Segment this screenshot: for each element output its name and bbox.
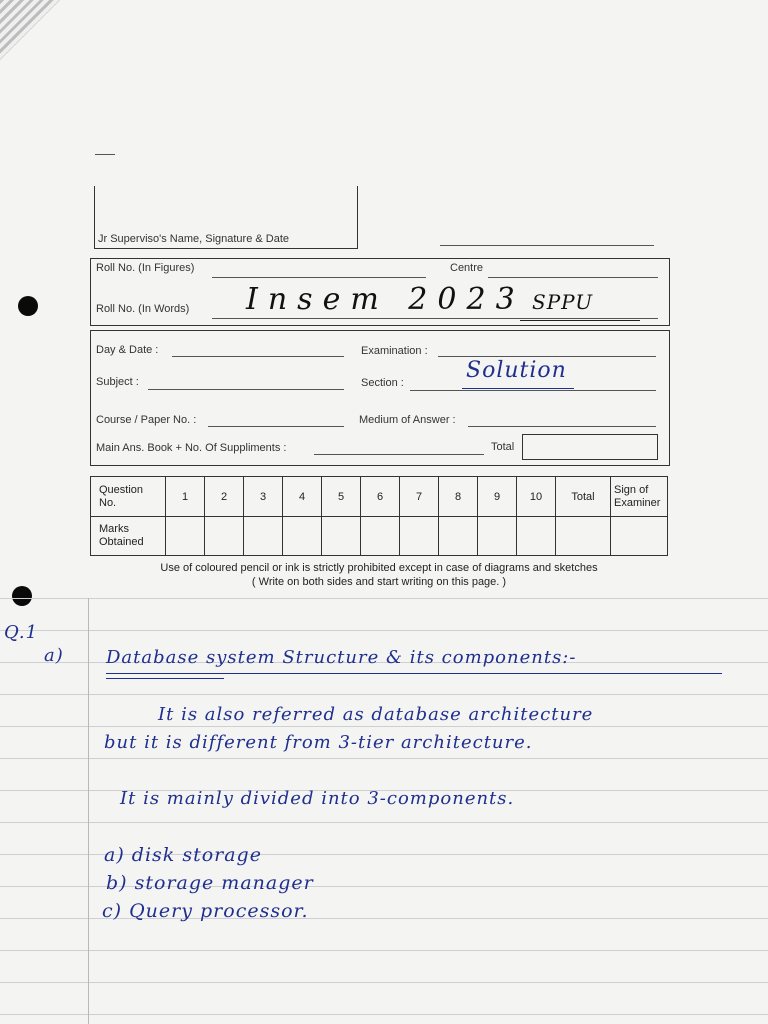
instruction-line-1: Use of coloured pencil or ink is strictly prohibited except in case of diagrams and sketches [160,562,598,574]
medium-label: Medium of Answer : [359,414,456,426]
day-date-label: Day & Date : [96,344,159,356]
col-header: 10 [517,477,556,517]
marks-cell [439,517,478,556]
marks-cell [205,517,244,556]
answer-line-3: It is mainly divided into 3-components. [120,788,515,809]
ruled-line [0,1014,768,1015]
table-row [91,517,668,556]
col-header: 9 [478,477,517,517]
subject-label: Subject : [96,376,139,388]
question-no-header [91,477,166,517]
question-number: Q.1 [4,622,39,643]
ruled-line [0,950,768,951]
roll-words-line [212,318,658,319]
total-box [522,434,658,460]
marks-cell [244,517,283,556]
marks-cell [611,517,668,556]
instruction-line-2: ( Write on both sides and start writing on this page. ) [251,576,507,588]
sign-label: Sign of [614,483,649,496]
course-label: Course / Paper No. : [96,414,197,426]
course-line [208,426,344,427]
roll-figures-label: Roll No. (In Figures) [96,262,195,274]
col-header: 6 [361,477,400,517]
list-item: c) Query processor. [102,900,309,922]
medium-line [468,426,656,427]
answer-line-1: It is also referred as database architecture [158,704,594,725]
marks-cell [517,517,556,556]
col-header: 3 [244,477,283,517]
section-underline [462,388,574,389]
ruled-line [0,758,768,759]
marks-table [90,476,668,556]
col-header: 7 [400,477,439,517]
ruled-line [0,630,768,631]
heading-double-underline [106,678,224,679]
question-part: a) [44,645,64,666]
list-item: a) disk storage [104,844,262,866]
total-header: Total [556,477,611,517]
examination-label: Examination : [361,345,428,357]
answer-heading: Database system Structure & its components:- [106,647,577,668]
roll-figures-line [212,277,426,278]
university-underline [520,320,640,321]
subject-line [148,389,344,390]
main-book-line [314,454,484,455]
question-no-label: No. [99,496,117,509]
question-label: Question [99,483,144,496]
day-date-line [172,356,344,357]
centre-label: Centre [450,262,484,274]
ruled-line [0,726,768,727]
section-label: Section : [361,377,404,389]
marks-cell [556,517,611,556]
section-value: Solution [466,358,567,383]
answer-line-2: but it is different from 3-tier architecture. [104,732,533,753]
roll-words-value: Insem 2023 [246,282,525,317]
table-row [91,477,668,517]
total-label: Total [491,441,515,453]
heading-underline [106,673,722,674]
marks-cell [166,517,205,556]
ruled-line [0,598,768,599]
ruled-line [0,694,768,695]
marks-cell [322,517,361,556]
obtained-label: Obtained [99,536,144,548]
marks-label: Marks [99,523,129,535]
punch-hole [12,586,32,606]
supervisor-label: Jr Superviso's Name, Signature & Date [98,233,290,245]
marks-cell [400,517,439,556]
sign-header [611,477,668,517]
col-header: 2 [205,477,244,517]
supervisor-signature-line [440,245,654,246]
ruled-line [0,822,768,823]
col-header: 8 [439,477,478,517]
col-header: 1 [166,477,205,517]
examiner-label: Examiner [614,496,661,509]
section-line [410,390,656,391]
university-value: SPPU [532,290,594,314]
marks-cell [283,517,322,556]
margin-line [88,598,89,1024]
stray-mark [95,154,115,155]
torn-corner [0,0,60,60]
centre-line [488,277,658,278]
col-header: 5 [322,477,361,517]
col-header: 4 [283,477,322,517]
punch-hole [18,296,38,316]
marks-cell [478,517,517,556]
marks-obtained-header [91,517,166,556]
roll-words-label: Roll No. (In Words) [96,303,190,315]
list-item: b) storage manager [106,872,314,894]
main-book-label: Main Ans. Book + No. Of Suppliments : [96,442,287,454]
examination-line [438,356,656,357]
ruled-line [0,982,768,983]
marks-cell [361,517,400,556]
